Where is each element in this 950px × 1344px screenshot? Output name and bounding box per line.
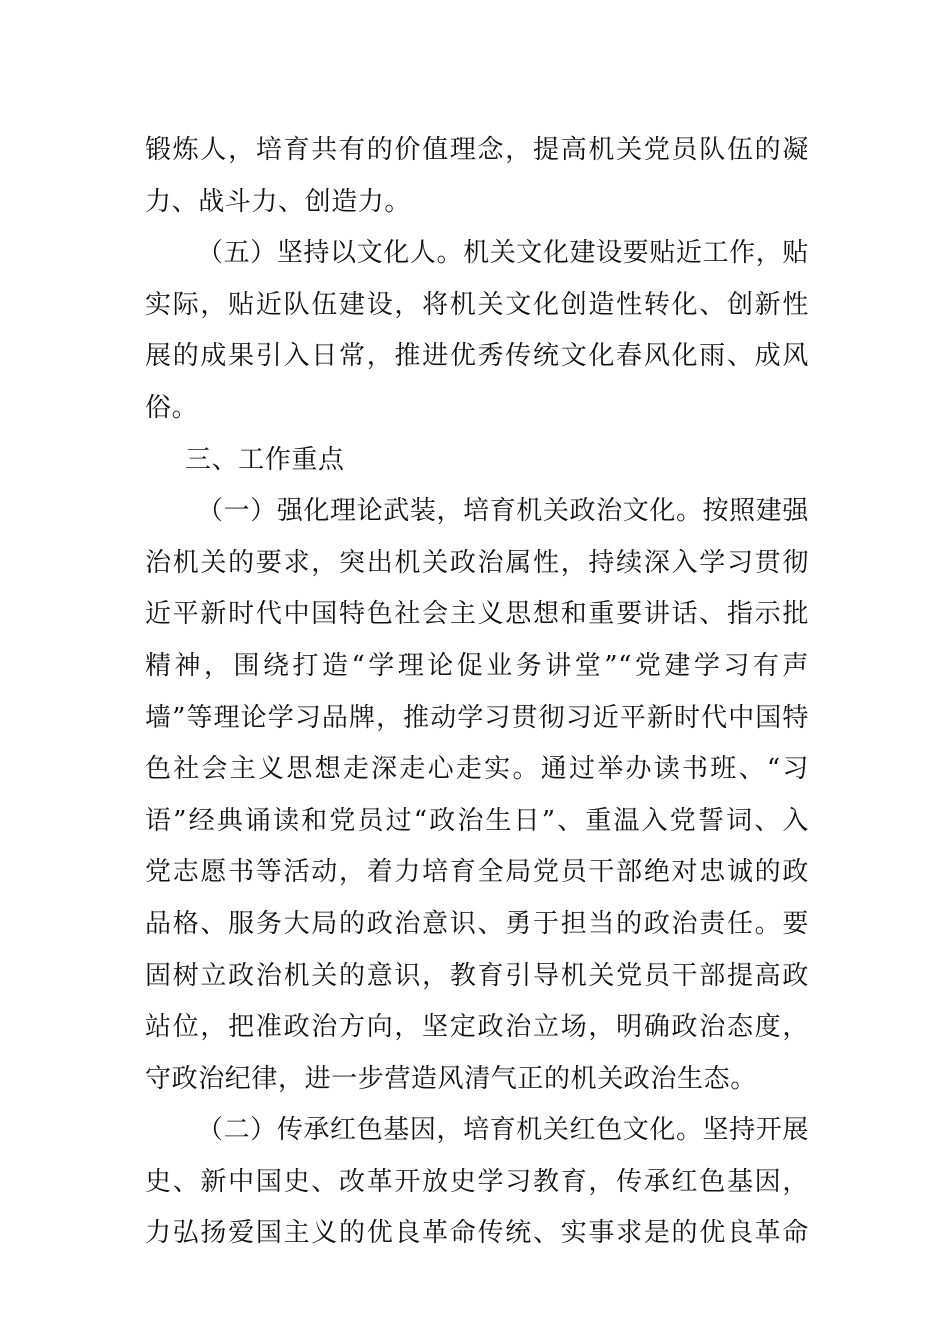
text-line: 近平新时代中国特色社会主义思想和重要讲话、指示批 <box>145 599 809 630</box>
text-line: 站位，把准政治方向，坚定政治立场，明确政治态度， <box>145 1012 809 1043</box>
text-line: 品格、服务大局的政治意识、勇于担当的政治责任。要 <box>145 908 809 939</box>
section-heading: 三、工作重点 <box>185 444 345 475</box>
paragraph-first-line: （二）传承红色基因，培育机关红色文化。坚持开展 <box>197 1115 809 1146</box>
text-line: 治机关的要求，突出机关政治属性，持续深入学习贯彻 <box>145 547 809 578</box>
document-body <box>145 125 809 1260</box>
text-line: 力、战斗力、创造力。 <box>145 186 412 217</box>
text-line: 精神，围绕打造“学理论促业务讲堂”“党建学习有声 <box>145 650 809 681</box>
text-line: 展的成果引入日常，推进优秀传统文化春风化雨、成风 <box>145 341 809 372</box>
text-line: 墙”等理论学习品牌，推动学习贯彻习近平新时代中国特 <box>145 702 809 733</box>
text-line: 党志愿书等活动，着力培育全局党员干部绝对忠诚的政 <box>145 857 809 888</box>
text-line: 俗。 <box>145 392 199 423</box>
text-line: 力弘扬爱国主义的优良革命传统、实事求是的优良革命 <box>145 1218 809 1249</box>
text-line: 语”经典诵读和党员过“政治生日”、重温入党誓词、入 <box>145 805 809 836</box>
text-line: 色社会主义思想走深走心走实。通过举办读书班、“习 <box>145 754 809 785</box>
paragraph-first-line: （一）强化理论武装，培育机关政治文化。按照建强 <box>197 496 809 527</box>
text-line: 守政治纪律，进一步营造风清气正的机关政治生态。 <box>145 1063 757 1094</box>
paragraph-first-line: （五）坚持以文化人。机关文化建设要贴近工作，贴 <box>197 238 809 269</box>
text-line: 实际，贴近队伍建设，将机关文化创造性转化、创新性 <box>145 289 809 320</box>
text-line: 固树立政治机关的意识，教育引导机关党员干部提高政 <box>145 960 809 991</box>
text-line: 史、新中国史、改革开放史学习教育，传承红色基因， <box>145 1166 809 1197</box>
text-line: 锻炼人，培育共有的价值理念，提高机关党员队伍的凝 <box>145 135 809 165</box>
